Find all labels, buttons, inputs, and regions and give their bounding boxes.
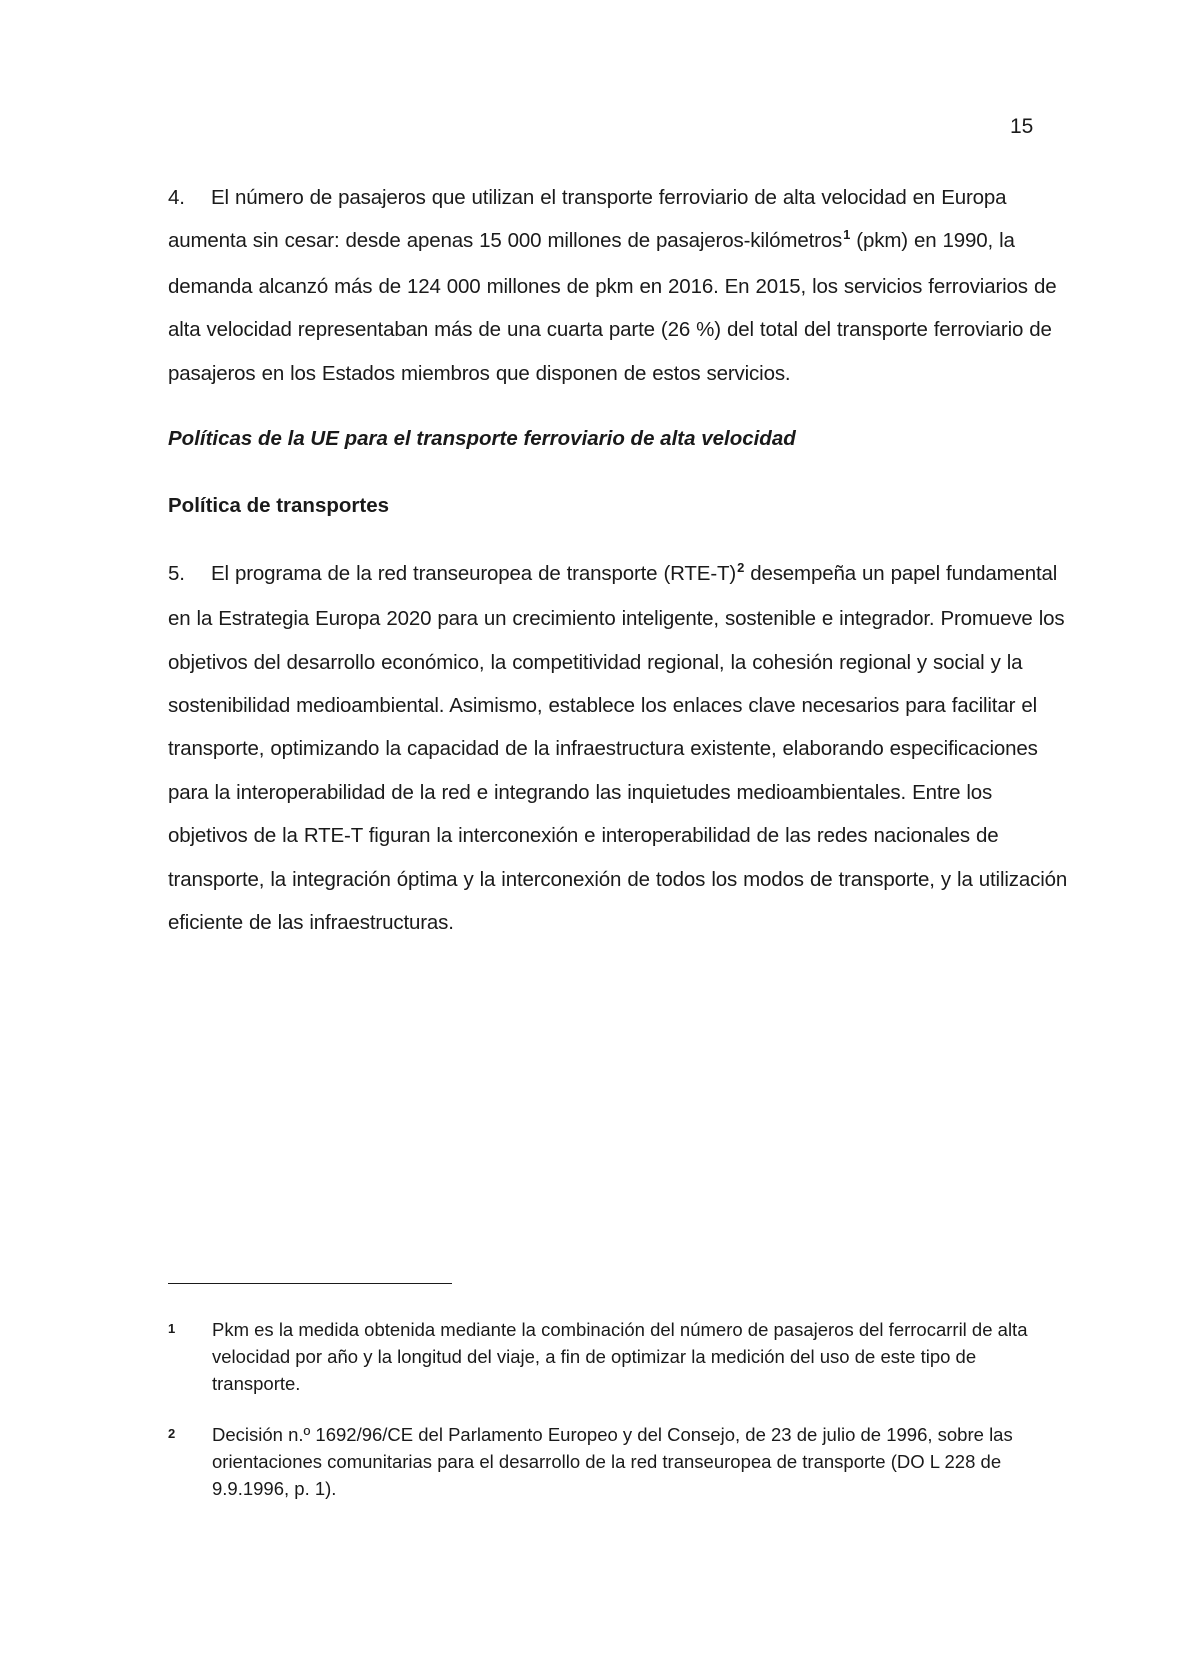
footnote-ref-1[interactable]: 1: [843, 227, 851, 243]
paragraph-5-text-start: El programa de la red transeuropea de transporte (RTE-T): [211, 561, 737, 585]
paragraph-4-number: 4.: [168, 186, 185, 209]
footnote-2-mark: 2: [168, 1426, 176, 1441]
paragraph-4: [168, 176, 1068, 395]
footnote-1: [168, 1316, 1068, 1397]
footnote-2: [168, 1421, 1068, 1502]
subsection-heading-transport-policy: Política de transportes: [168, 494, 390, 518]
paragraph-4-text-start: El número de pasajeros que utilizan el transporte ferroviario de alta velocidad en Europa aumenta sin cesar: desde apenas 15 000 millones de pasajeros-kilómetros: [168, 186, 1007, 253]
footnote-ref-2[interactable]: 2: [737, 559, 745, 575]
paragraph-4-text-end: (pkm) en 1990, la demanda alcanzó más de 124 000 millones de pkm en 2016. En 2015, los servicios ferroviarios de alta velocidad representaban más de una cuarta parte (26 %) del total del transporte ferroviario de pasajeros en los Estados miembros que disponen de estos servicios.: [168, 229, 1057, 385]
footnote-1-text: Pkm es la medida obtenida mediante la combinación del número de pasajeros del ferrocarril de alta velocidad por año y la longitud del viaje, a fin de optimizar la medición del uso de este tipo de transporte.: [212, 1319, 1028, 1394]
paragraph-5-text-end: desempeña un papel fundamental en la Estrategia Europa 2020 para un crecimiento inteligente, sostenible e integrador. Promueve los objetivos del desarrollo económico, la competitividad regional, la cohesión regional y social y la sostenibilidad medioambiental. Asimismo, establece los enlaces clave necesarios para facilitar el transporte, optimizando la capacidad de la infraestructura existente, elaborando especificaciones para la interoperabilidad de la red e integrando las inquietudes medioambientales. Entre los objetivos de la RTE-T figuran la interconexión e interoperabilidad de las redes nacionales de transporte, la integración óptima y la interconexión de todos los modos de transporte, y la utilización eficiente de las infraestructuras.: [168, 561, 1068, 935]
paragraph-5: [168, 552, 1068, 945]
page-number: 15: [1010, 115, 1034, 138]
paragraph-5-number: 5.: [168, 561, 185, 585]
main-content: [168, 176, 1068, 945]
footnote-separator: [168, 1283, 452, 1284]
footnote-1-mark: 1: [168, 1321, 176, 1336]
footnote-2-text: Decisión n.º 1692/96/CE del Parlamento Europeo y del Consejo, de 23 de julio de 1996, sobre las orientaciones comunitarias para el desarrollo de la red transeuropea de transporte (DO L 228 de 9.9.1996, p. 1).: [212, 1424, 1013, 1499]
section-heading-policies: Políticas de la UE para el transporte ferroviario de alta velocidad: [168, 427, 796, 451]
